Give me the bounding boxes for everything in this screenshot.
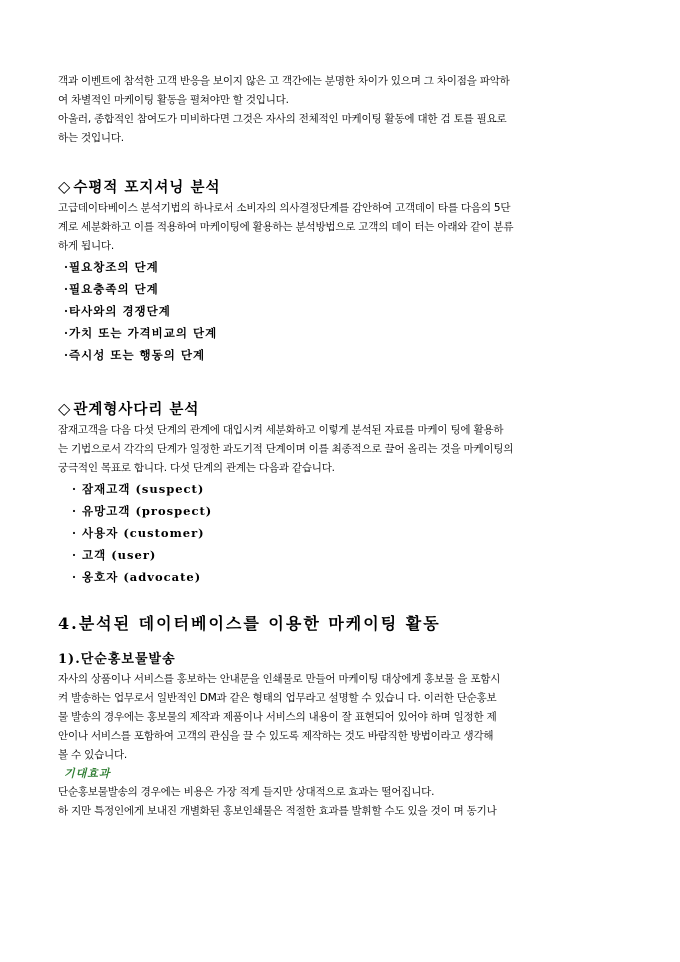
effect-paragraph [58,783,630,821]
list-item: ·가치 또는 가격비교의 단계 [64,326,218,340]
text-line: 객과 이벤트에 참석한 고객 반응을 보이지 않은 고 객간에는 분명한 차이가 있으며 그 차이점을 파악하 [58,75,510,87]
relation-paragraph [58,421,630,478]
diamond-bullet-icon: ◇ [58,399,72,418]
list-item: · 잠재고객 (suspect) [72,482,205,496]
horizontal-paragraph [58,199,630,256]
section4-heading: 4.분석된 데이터베이스를 이용한 마케이팅 활동 [58,614,441,633]
text-line: 하게 됩니다. [58,240,114,252]
list-item: ·타사와의 경쟁단계 [64,304,171,318]
text-line: 하는 것입니다. [58,132,124,144]
text-line: 고급데이타베이스 분석기법의 하나로서 소비자의 의사결정단계를 감안하여 고객데이 타를 다음의 5단 [58,202,511,214]
text-line: 켜 발송하는 업무로서 일반적인 DM과 같은 형태의 업무라고 설명할 수 있습니 다. 이러한 단순홍보 [58,692,497,704]
list-item: ·필요창조의 단계 [64,260,159,274]
heading-text: 관계형사다리 분석 [73,401,200,418]
text-line: 물 발송의 경우에는 홍보물의 제작과 제품이나 서비스의 내용이 잘 표현되어 있어야 하며 일정한 제 [58,711,497,723]
text-line: 아울러, 종합적인 참여도가 미비하다면 그것은 자사의 전체적인 마케이팅 활동에 대한 검 토를 필요로 [58,113,507,125]
list-item: ·즉시성 또는 행동의 단계 [64,348,206,362]
text-line: 여 차별적인 마케이팅 활동을 펼쳐야만 할 것입니다. [58,94,289,106]
section-heading-relation [58,398,630,421]
text-line: 볼 수 있습니다. [58,749,128,761]
horizontal-stage-list [64,256,630,366]
text-line: 단순홍보물발송의 경우에는 비용은 가장 적게 들지만 상대적으로 효과는 떨어집니다. [58,786,435,798]
text-line: 안이나 서비스를 포함하여 고객의 관심을 끌 수 있도록 제작하는 것도 바람직한 방법이라고 생각해 [58,730,494,742]
list-item: ·필요충족의 단계 [64,282,159,296]
text-line: 는 기법으로서 각각의 단계가 일정한 과도기적 단계이며 이를 최종적으로 끌어 올리는 것을 마케이팅의 [58,443,514,455]
text-line: 자사의 상품이나 서비스를 홍보하는 안내문을 인쇄물로 만들어 마케이팅 대상에게 홍보물 을 포함시 [58,673,501,685]
list-item: · 유망고객 (prospect) [72,504,213,518]
document-page [58,72,630,821]
list-item: · 사용자 (customer) [72,526,205,540]
heading-text: 수평적 포지셔닝 분석 [73,179,221,196]
subsection-heading: 1).단순홍보물발송 [58,652,176,667]
diamond-bullet-icon: ◇ [58,177,72,196]
relation-stage-list [72,478,630,588]
effect-label: 기대효과 [64,767,111,780]
text-line: 계로 세분화하고 이를 적용하여 마케이팅에 활용하는 분석방법으로 고객의 데이 터는 아래와 같이 분류 [58,221,514,233]
text-line: 하 지만 특정인에게 보내진 개별화된 홍보인쇄물은 적절한 효과를 발휘할 수도 있을 것이 며 동기나 [58,805,497,817]
intro-paragraph [58,72,630,148]
section-heading-horizontal [58,176,630,199]
list-item: · 고객 (user) [72,548,157,562]
subsection-paragraph [58,670,630,765]
text-line: 잠재고객을 다음 다섯 단계의 관계에 대입시켜 세분화하고 이렇게 분석된 자료를 마케이 팅에 활용하 [58,424,504,436]
text-line: 궁극적인 목표로 합니다. 다섯 단계의 관계는 다음과 같습니다. [58,462,335,474]
list-item: · 옹호자 (advocate) [72,570,202,584]
